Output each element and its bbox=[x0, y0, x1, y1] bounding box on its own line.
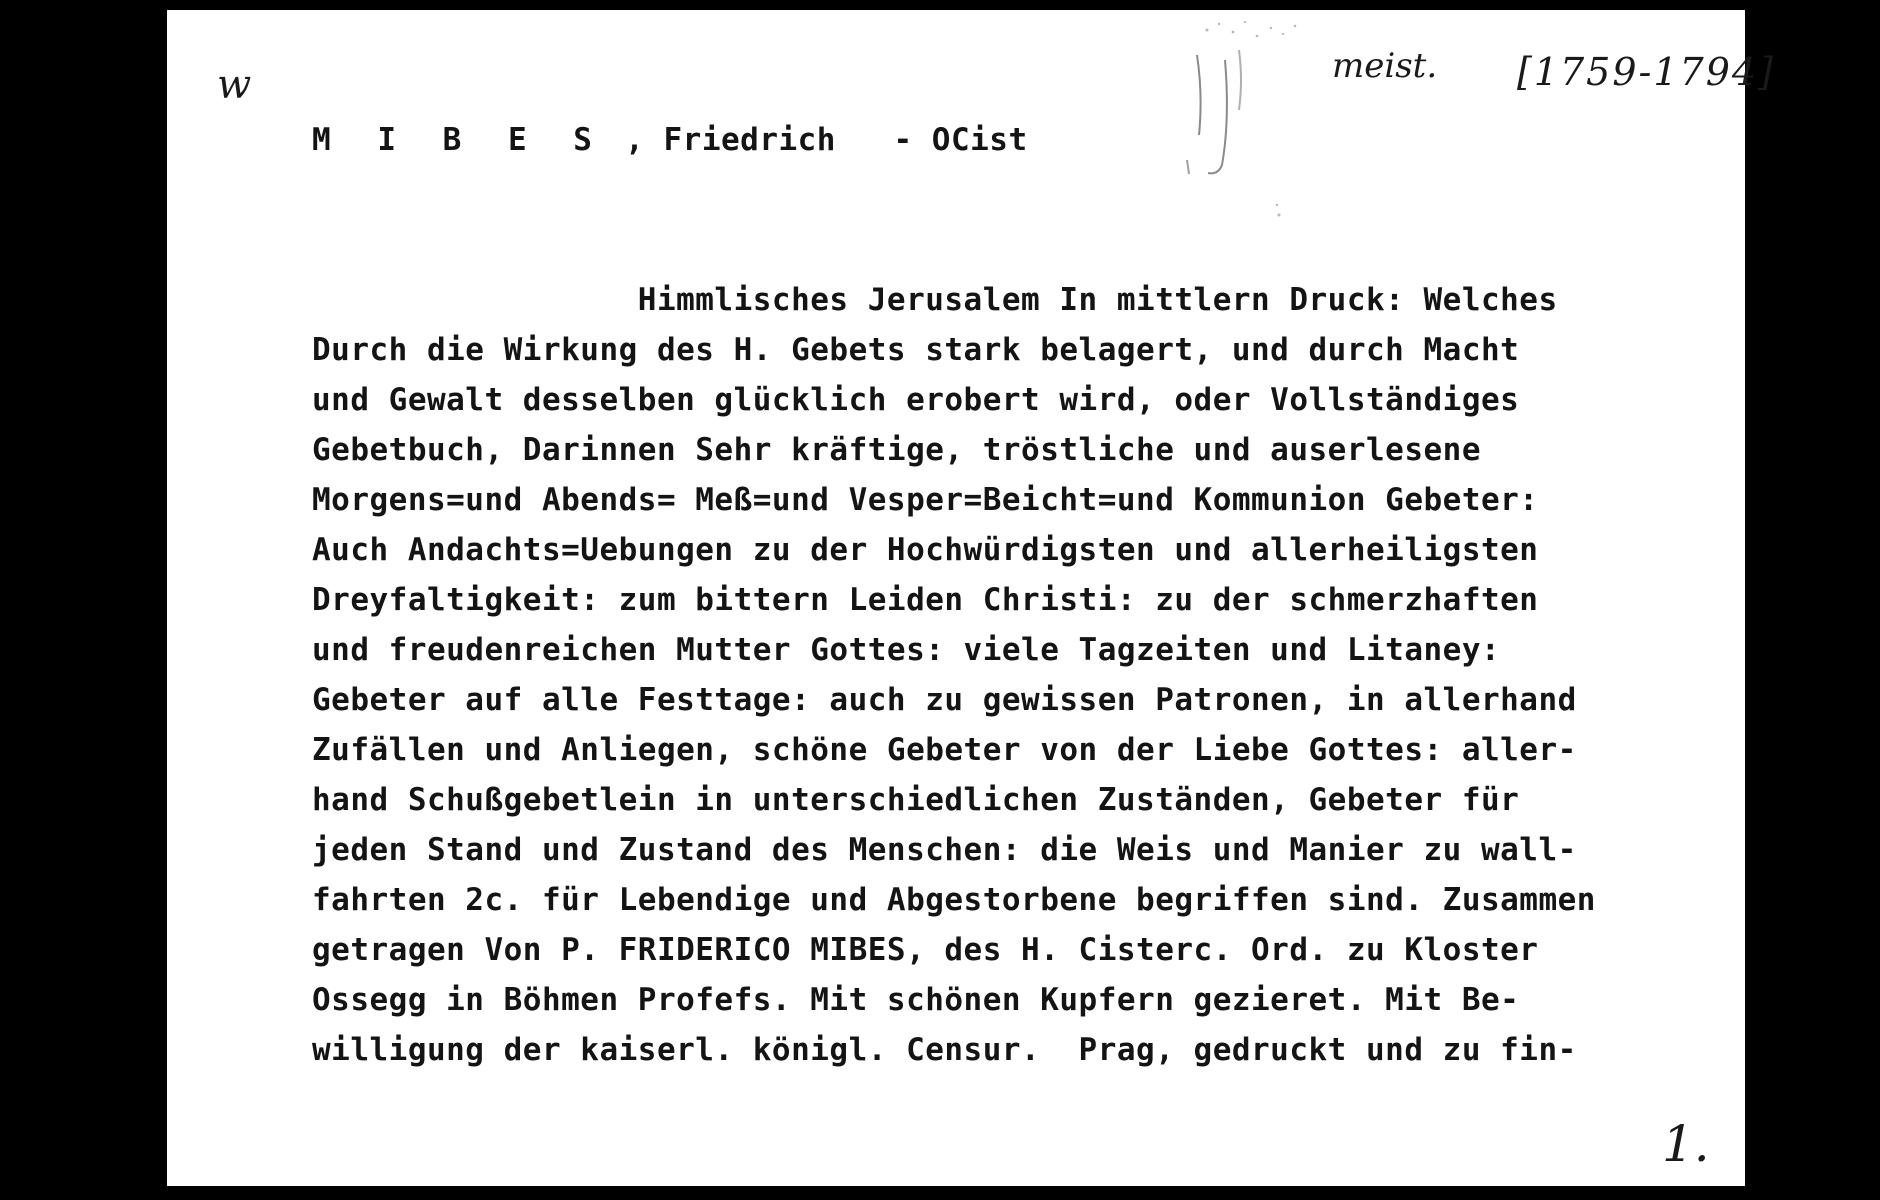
author-surname: M I B E S bbox=[312, 122, 606, 158]
entry-heading bbox=[312, 122, 1028, 158]
handwritten-note: meist. bbox=[1332, 46, 1438, 86]
handwritten-page-number: 1. bbox=[1662, 1115, 1710, 1173]
text-line: Zufällen und Anliegen, schöne Gebeter von der Liebe Gottes: aller- bbox=[312, 732, 1577, 768]
text-line: und Gewalt desselben glücklich erobert wird, oder Vollständiges bbox=[312, 382, 1520, 418]
text-line: Durch die Wirkung des H. Gebets stark belagert, und durch Macht bbox=[312, 332, 1520, 368]
text-line: Dreyfaltigkeit: zum bittern Leiden Christi: zu der schmerzhaften bbox=[312, 582, 1539, 618]
author-given-name: Friedrich bbox=[663, 122, 836, 158]
text-line: und freudenreichen Mutter Gottes: viele Tagzeiten und Litaney: bbox=[312, 632, 1501, 668]
text-line: fahrten 2c. für Lebendige und Abgestorbene begriffen sind. Zusammen bbox=[312, 882, 1596, 918]
text-line: Himmlisches Jerusalem In mittlern Druck: Welches bbox=[312, 282, 1558, 318]
text-line: jeden Stand und Zustand des Menschen: die Weis und Manier zu wall- bbox=[312, 832, 1577, 868]
text-line: willigung der kaiserl. königl. Censur. Prag, gedruckt und zu fin- bbox=[312, 1032, 1577, 1068]
text-line: getragen Von P. FRIDERICO MIBES, des H. Cisterc. Ord. zu Kloster bbox=[312, 932, 1539, 968]
faded-stamp-marks bbox=[1167, 10, 1327, 220]
text-line: Auch Andachts=Uebungen zu der Hochwürdigsten und allerheiligsten bbox=[312, 532, 1539, 568]
text-line: Ossegg in Böhmen Profefs. Mit schönen Kupfern gezieret. Mit Be- bbox=[312, 982, 1520, 1018]
title-description bbox=[312, 275, 1712, 1075]
catalog-card bbox=[167, 10, 1775, 1186]
handwritten-initial: w bbox=[217, 62, 252, 108]
religious-order: - OCist bbox=[893, 122, 1028, 158]
handwritten-dates: [1759-1794] bbox=[1517, 50, 1775, 94]
text-line: hand Schußgebetlein in unterschiedlichen Zuständen, Gebeter für bbox=[312, 782, 1520, 818]
text-line: Gebeter auf alle Festtage: auch zu gewissen Patronen, in allerhand bbox=[312, 682, 1577, 718]
heading-separator: , bbox=[625, 122, 645, 158]
text-line: Gebetbuch, Darinnen Sehr kräftige, tröstliche und auserlesene bbox=[312, 432, 1481, 468]
text-line: Morgens=und Abends= Meß=und Vesper=Beicht=und Kommunion Gebeter: bbox=[312, 482, 1539, 518]
